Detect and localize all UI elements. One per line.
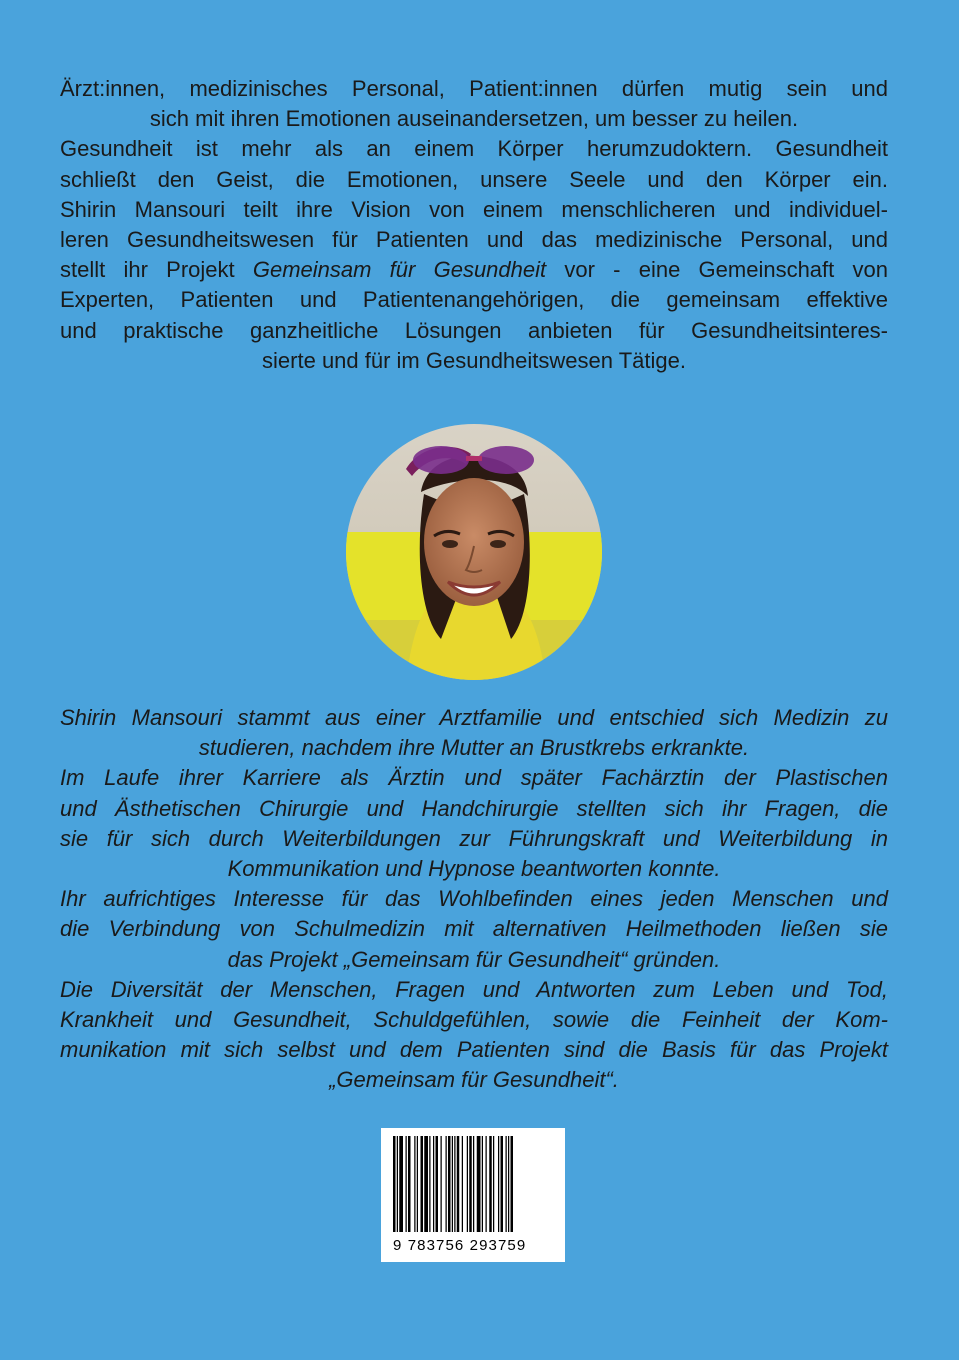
barcode-bar [393,1136,396,1232]
barcode-bar [501,1136,504,1232]
barcode-bar [421,1136,424,1232]
barcode-bar [408,1136,411,1232]
author-bio [60,703,888,1096]
barcode-bar [452,1136,453,1232]
barcode-bar [498,1136,499,1232]
barcode-bar [436,1136,439,1232]
blurb-line: Ärzt:innen, medizinisches Personal, Patient:innen dürfen mutig sein und [60,76,888,101]
barcode-bar [482,1136,483,1232]
bio-line: „Gemeinsam für Gesundheit“. [329,1067,619,1093]
barcode-bar [457,1136,460,1232]
barcode-bar [506,1136,507,1232]
barcode-bar [486,1136,487,1232]
blurb-line: leren Gesundheitswesen für Patienten und das medizinische Personal, und [60,227,888,253]
bio-line: studieren, nachdem ihre Mutter an Brustkrebs erkrankte. [198,735,750,761]
blurb-text: vor - eine Gemeinschaft von [546,257,888,283]
bio-line: munikation mit sich selbst und dem Patienten sind die Basis für das Projekt [60,1037,888,1063]
blurb-text: stellt ihr Projekt [60,257,253,283]
bio-line: und Ästhetischen Chirurgie und Handchirurgie stellten sich ihr Fragen, die [60,795,888,821]
barcode-bar [424,1136,428,1232]
barcode-bar [454,1136,455,1232]
bio-line: Im Laufe ihrer Karriere als Ärztin und später Fachärztin der Plastischen [60,765,888,791]
barcode-bar [399,1136,403,1232]
bio-line: Ihr aufrichtiges Interesse für das Wohlbefinden eines jeden Menschen und [60,886,888,912]
author-portrait [346,424,602,680]
barcode-bar [414,1136,415,1232]
barcode-bar [448,1136,451,1232]
barcode-bar [446,1136,447,1232]
barcode-bar [462,1136,463,1232]
blurb-line: und praktische ganzheitliche Lösungen anbieten für Gesundheitsinteres- [60,317,888,343]
bio-line: sie für sich durch Weiterbildungen zur Führungskraft und Weiterbildung in [60,825,888,851]
barcode-bars [393,1136,553,1232]
barcode-bar [397,1136,398,1232]
bio-line: Shirin Mansouri stammt aus einer Arztfamilie und entschied sich Medizin zu [60,705,888,730]
blurb-project-line [60,255,888,285]
author-portrait-image [346,424,602,680]
bio-line: Die Diversität der Menschen, Fragen und Antworten zum Leben und Tod, [60,976,888,1002]
project-title: Gemeinsam für Gesundheit [252,257,547,283]
bio-line: Krankheit und Gesundheit, Schuldgefühlen, sowie die Feinheit der Kom- [60,1007,888,1033]
blurb-line: Gesundheit ist mehr als an einem Körper herumzudoktern. Gesundheit [60,136,888,162]
isbn-number: 9 783756 293759 [393,1237,527,1254]
barcode-bar [469,1136,472,1232]
back-cover-blurb [60,74,888,376]
blurb-line: schließt den Geist, die Emotionen, unsere Seele und den Körper ein. [60,166,888,192]
bio-line: die Verbindung von Schulmedizin mit alternativen Heilmethoden ließen sie [60,916,888,942]
isbn-barcode [381,1128,565,1262]
barcode-bar [489,1136,492,1232]
blurb-line: sich mit ihren Emotionen auseinandersetzen, um besser zu heilen. [149,106,799,132]
blurb-line: Shirin Mansouri teilt ihre Vision von einem menschlicheren und individuel- [60,196,888,222]
bio-line: Kommunikation und Hypnose beantworten konnte. [227,856,721,882]
bio-line: das Projekt „Gemeinsam für Gesundheit“ gründen. [227,946,721,972]
barcode-bar [473,1136,474,1232]
blurb-line: Experten, Patienten und Patientenangehörigen, die gemeinsam effektive [60,287,888,313]
barcode-bar [511,1136,514,1232]
barcode-bar [429,1136,430,1232]
barcode-bar [477,1136,481,1232]
blurb-line: sierte und für im Gesundheitswesen Tätige. [262,347,686,373]
barcode-bar [441,1136,442,1232]
barcode-bar [508,1136,509,1232]
barcode-bar [417,1136,418,1232]
barcode-bar [433,1136,434,1232]
barcode-bar [467,1136,468,1232]
barcode-bar [406,1136,407,1232]
barcode-bar [493,1136,494,1232]
